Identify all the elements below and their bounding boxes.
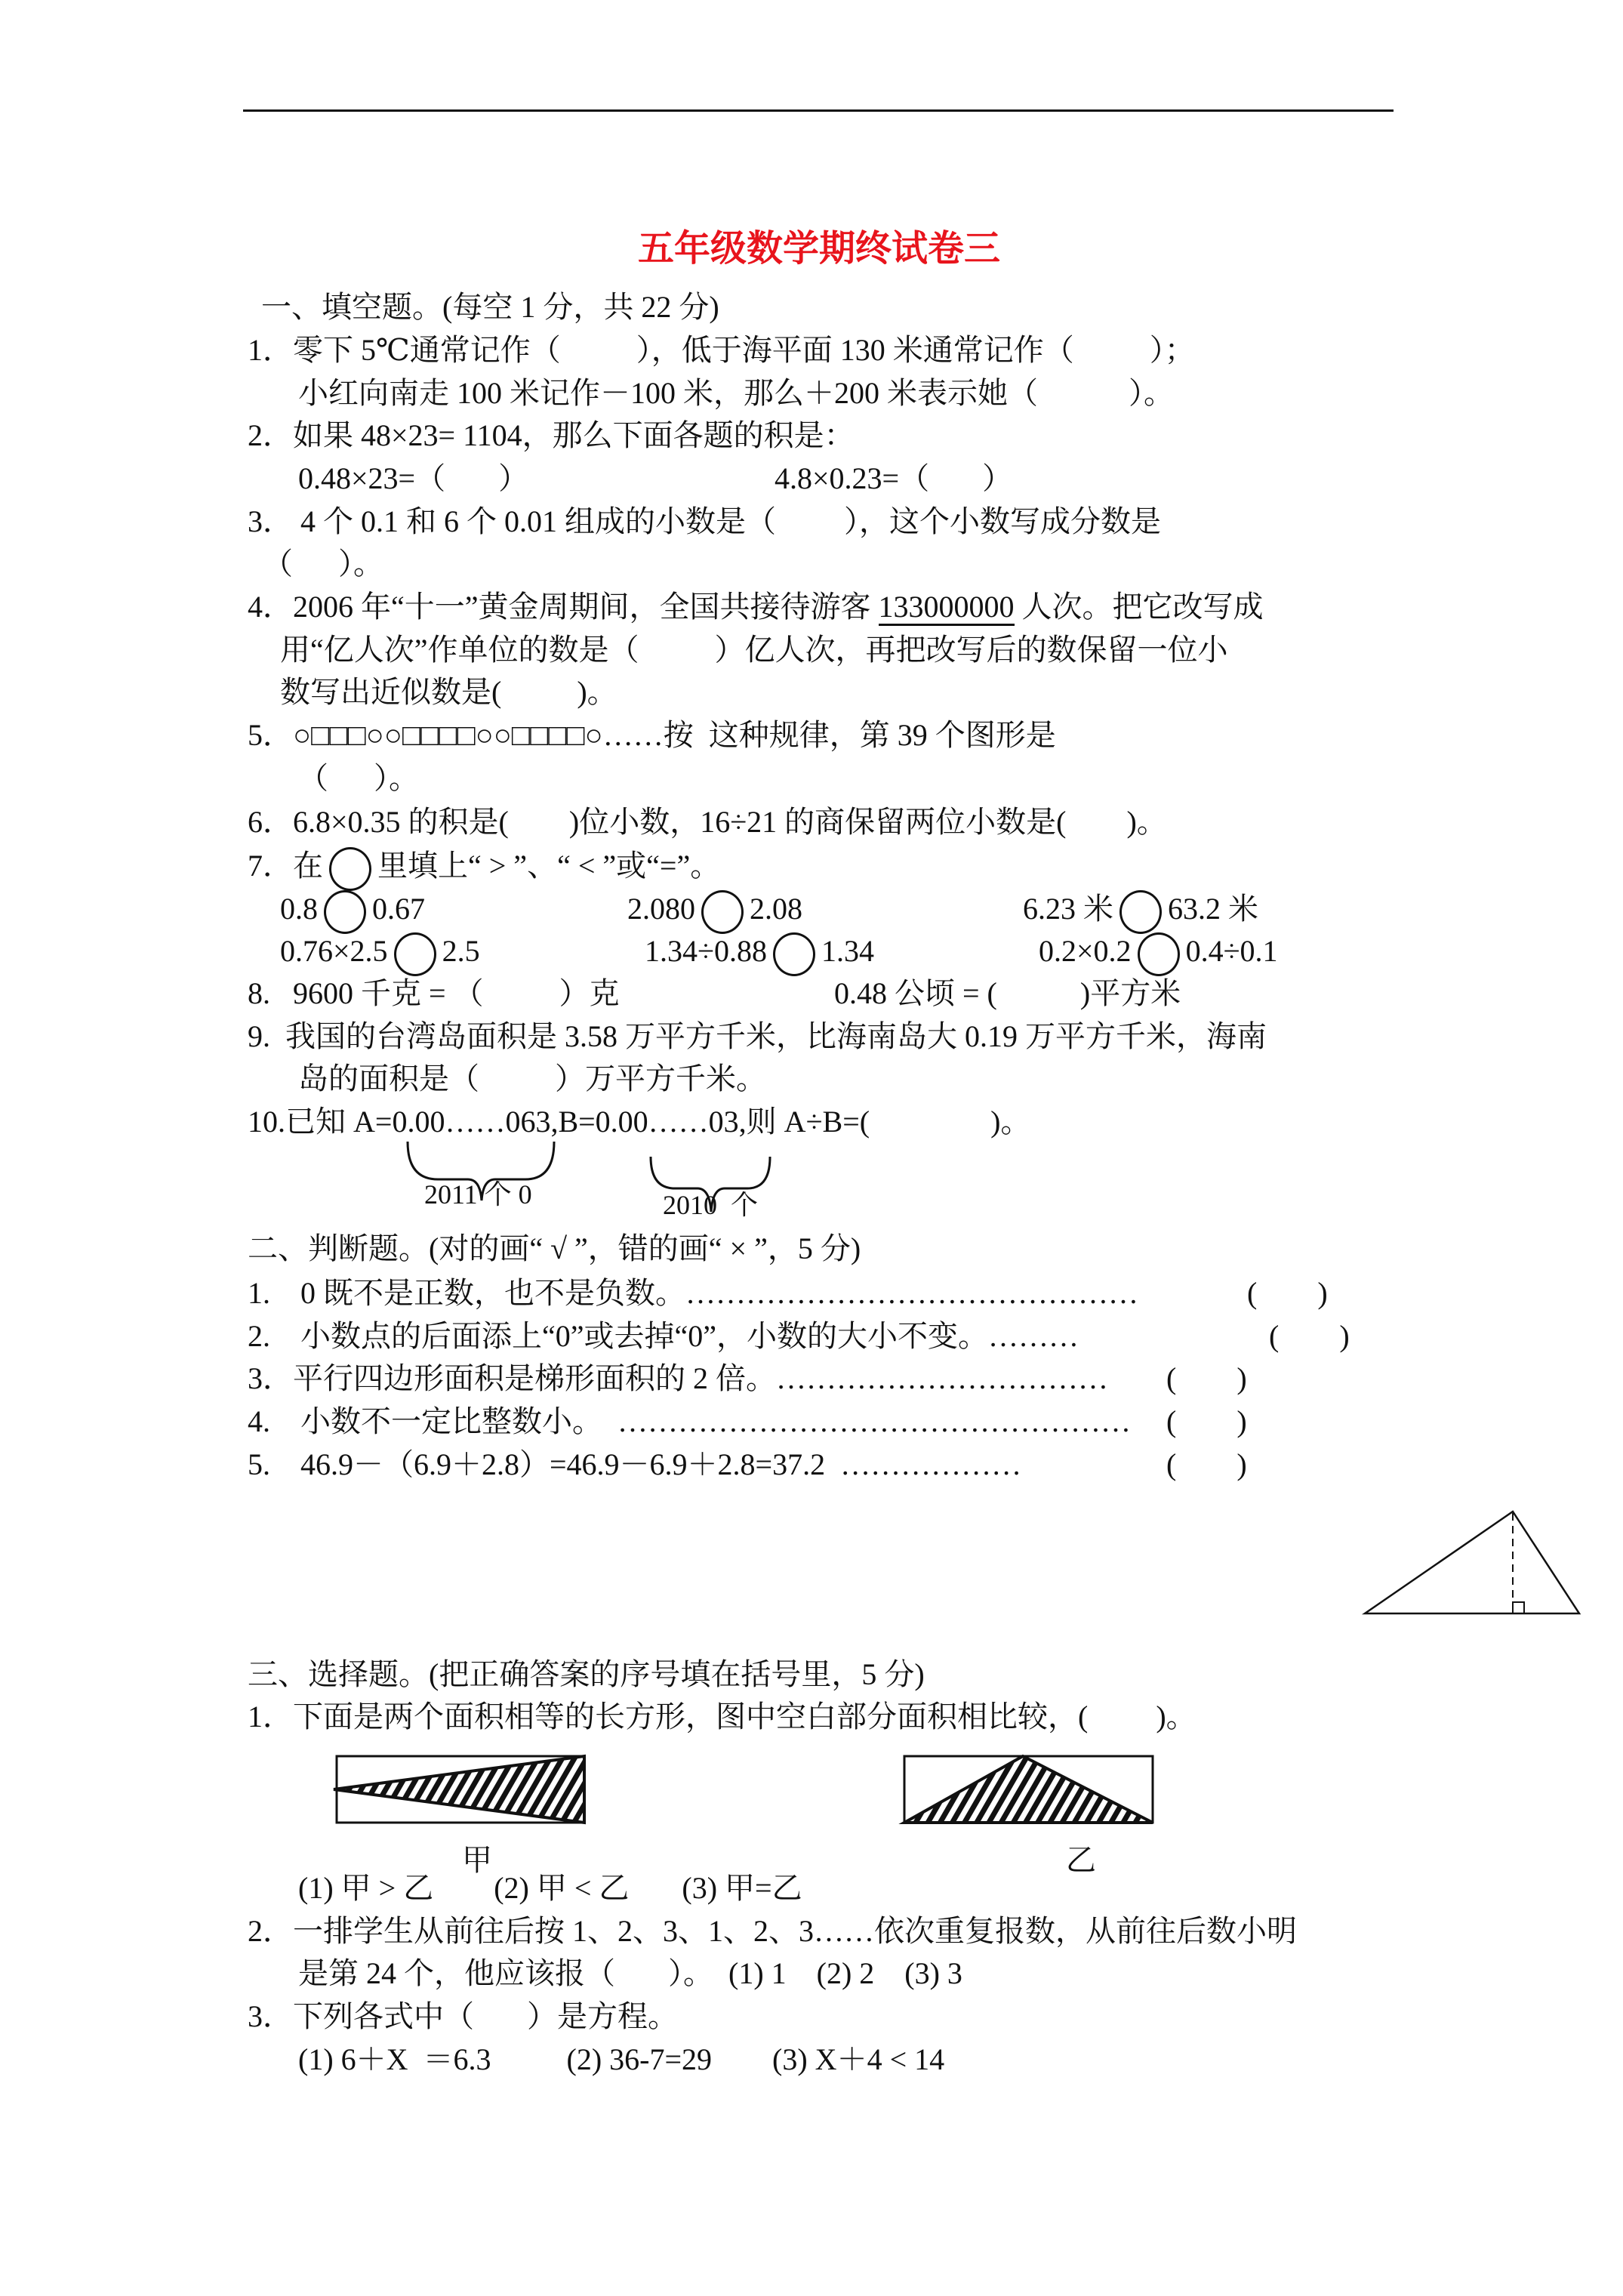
q7-right: 0.4÷0.1: [1185, 934, 1278, 969]
q7-post: 里填上“ > ”、“ < ”或“=”。: [377, 849, 721, 883]
q4-line3: 数写出近似数是( )。: [280, 675, 617, 709]
q9-line2: 岛的面积是（ ）万平方千米。: [298, 1062, 766, 1096]
judge-item-1: 1. 0 既不是正数，也不是负数。………………………………………: [248, 1276, 1138, 1310]
judge-item-4: 4. 小数不一定比整数小。 ……………………………………………: [248, 1404, 1131, 1438]
q8-item1: 8. 9600 千克 = （ ）克: [248, 976, 620, 1010]
judge-item-3: 3．平行四边形面积是梯形面积的 2 倍。……………………………: [248, 1361, 1108, 1395]
q10-line: 10.已知 A=0.00……063,B=0.00……03,则 A÷B=( )。: [248, 1105, 1031, 1139]
q1-line1: 1．零下 5℃通常记作（ ），低于海平面 130 米通常记作（ ）；: [248, 333, 1195, 367]
q7-right: 1.34: [821, 934, 874, 969]
judge-item-5: 5. 46.9－（6.9＋2.8）=46.9－6.9＋2.8=37.2 ………………: [248, 1447, 1022, 1481]
q2-item1: 0.48×23=（ ）: [298, 461, 529, 495]
q6-line: 6．6.8×0.35 的积是( )位小数，16÷21 的商保留两位小数是( )。: [248, 805, 1167, 839]
q4-number: 133000000: [879, 590, 1015, 626]
q5-line2: （ ）。: [298, 761, 419, 795]
choice-q1: 1．下面是两个面积相等的长方形，图中空白部分面积相比较，( )。: [248, 1700, 1196, 1734]
q7-right: 0.67: [372, 892, 425, 926]
q3-line2: （ ）。: [263, 547, 383, 581]
q10-label2: 2010 个: [663, 1190, 759, 1220]
judge-answer-4[interactable]: ( ): [1166, 1404, 1247, 1438]
q7-left: 1.34÷0.88: [645, 934, 767, 969]
q5-line1: 5．○□□□○○□□□□○○□□□□○……按 这种规律，第 39 个图形是: [248, 718, 1056, 752]
q4-text-post: 人次。把它改写成: [1014, 590, 1264, 624]
q7-right: 2.08: [750, 892, 802, 926]
q7-right: 63.2 米: [1168, 892, 1258, 926]
choice-q1-options: (1) 甲 > 乙 (2) 甲 < 乙 (3) 甲=乙: [298, 1871, 802, 1905]
page-title: 五年级数学期终试卷三: [637, 229, 1000, 269]
judge-answer-3[interactable]: ( ): [1166, 1361, 1247, 1395]
figure-label-yi: 乙: [1066, 1843, 1096, 1877]
choice-q2-line2: 是第 24 个，他应该报（ ）。 (1) 1 (2) 2 (3) 3: [298, 1956, 962, 1990]
choice-q2-line1: 2．一排学生从前往后按 1、2、3、1、2、3……依次重复报数，从前往后数小明: [248, 1914, 1297, 1948]
q7-left: 0.8: [280, 892, 318, 926]
figure-yi: [904, 1756, 1153, 1823]
section1-heading: 一、填空题。(每空 1 分，共 22 分): [254, 290, 719, 324]
q8-item2: 0.48 公顷 = ( )平方米: [834, 976, 1181, 1010]
q7-pre: 7．在: [248, 849, 323, 883]
q4-line2: 用“亿人次”作单位的数是（ ）亿人次，再把改写后的数保留一位小: [280, 633, 1228, 667]
q7-left: 0.76×2.5: [280, 934, 388, 969]
q2-line1: 2．如果 48×23= 1104，那么下面各题的积是：: [248, 418, 855, 452]
q2-item2: 4.8×0.23=（ ）: [775, 461, 1013, 495]
judge-item-2: 2. 小数点的后面添上“0”或去掉“0”，小数的大小不变。………: [248, 1319, 1079, 1353]
q7-left: 2.080: [627, 892, 695, 926]
q7-left: 6.23 米: [1023, 892, 1113, 926]
q1-line2: 小红向南走 100 米记作－100 米，那么＋200 米表示她（ ）。: [298, 376, 1174, 410]
judge-answer-5[interactable]: ( ): [1166, 1447, 1247, 1481]
q3-line1: 3． 4 个 0.1 和 6 个 0.01 组成的小数是（ ），这个小数写成分数是: [248, 504, 1161, 538]
judge-answer-1[interactable]: ( ): [1247, 1276, 1328, 1310]
q10-label1: 2011 个 0: [424, 1179, 532, 1210]
choice-q3-line1: 3．下列各式中（ ）是方程。: [248, 1999, 678, 2033]
q4-text-pre: 4．2006 年“十一”黄金周期间，全国共接待游客: [248, 590, 879, 624]
q7-left: 0.2×0.2: [1039, 934, 1132, 969]
section3-heading: 三、选择题。(把正确答案的序号填在括号里，5 分): [248, 1657, 925, 1691]
q9-line1: 9. 我国的台湾岛面积是 3.58 万平方千米，比海南岛大 0.19 万平方千米，海南: [248, 1019, 1267, 1053]
q7-right: 2.5: [442, 934, 480, 969]
judge-answer-2[interactable]: ( ): [1269, 1319, 1350, 1353]
figure-label-jia: 甲: [462, 1843, 492, 1877]
figure-jia: [334, 1756, 584, 1823]
choice-q3-options: (1) 6＋X ＝6.3 (2) 36-7=29 (3) X＋4 < 14: [298, 2042, 945, 2076]
section2-heading: 二、判断题。(对的画“ √ ”，错的画“ × ”，5 分): [248, 1231, 861, 1265]
